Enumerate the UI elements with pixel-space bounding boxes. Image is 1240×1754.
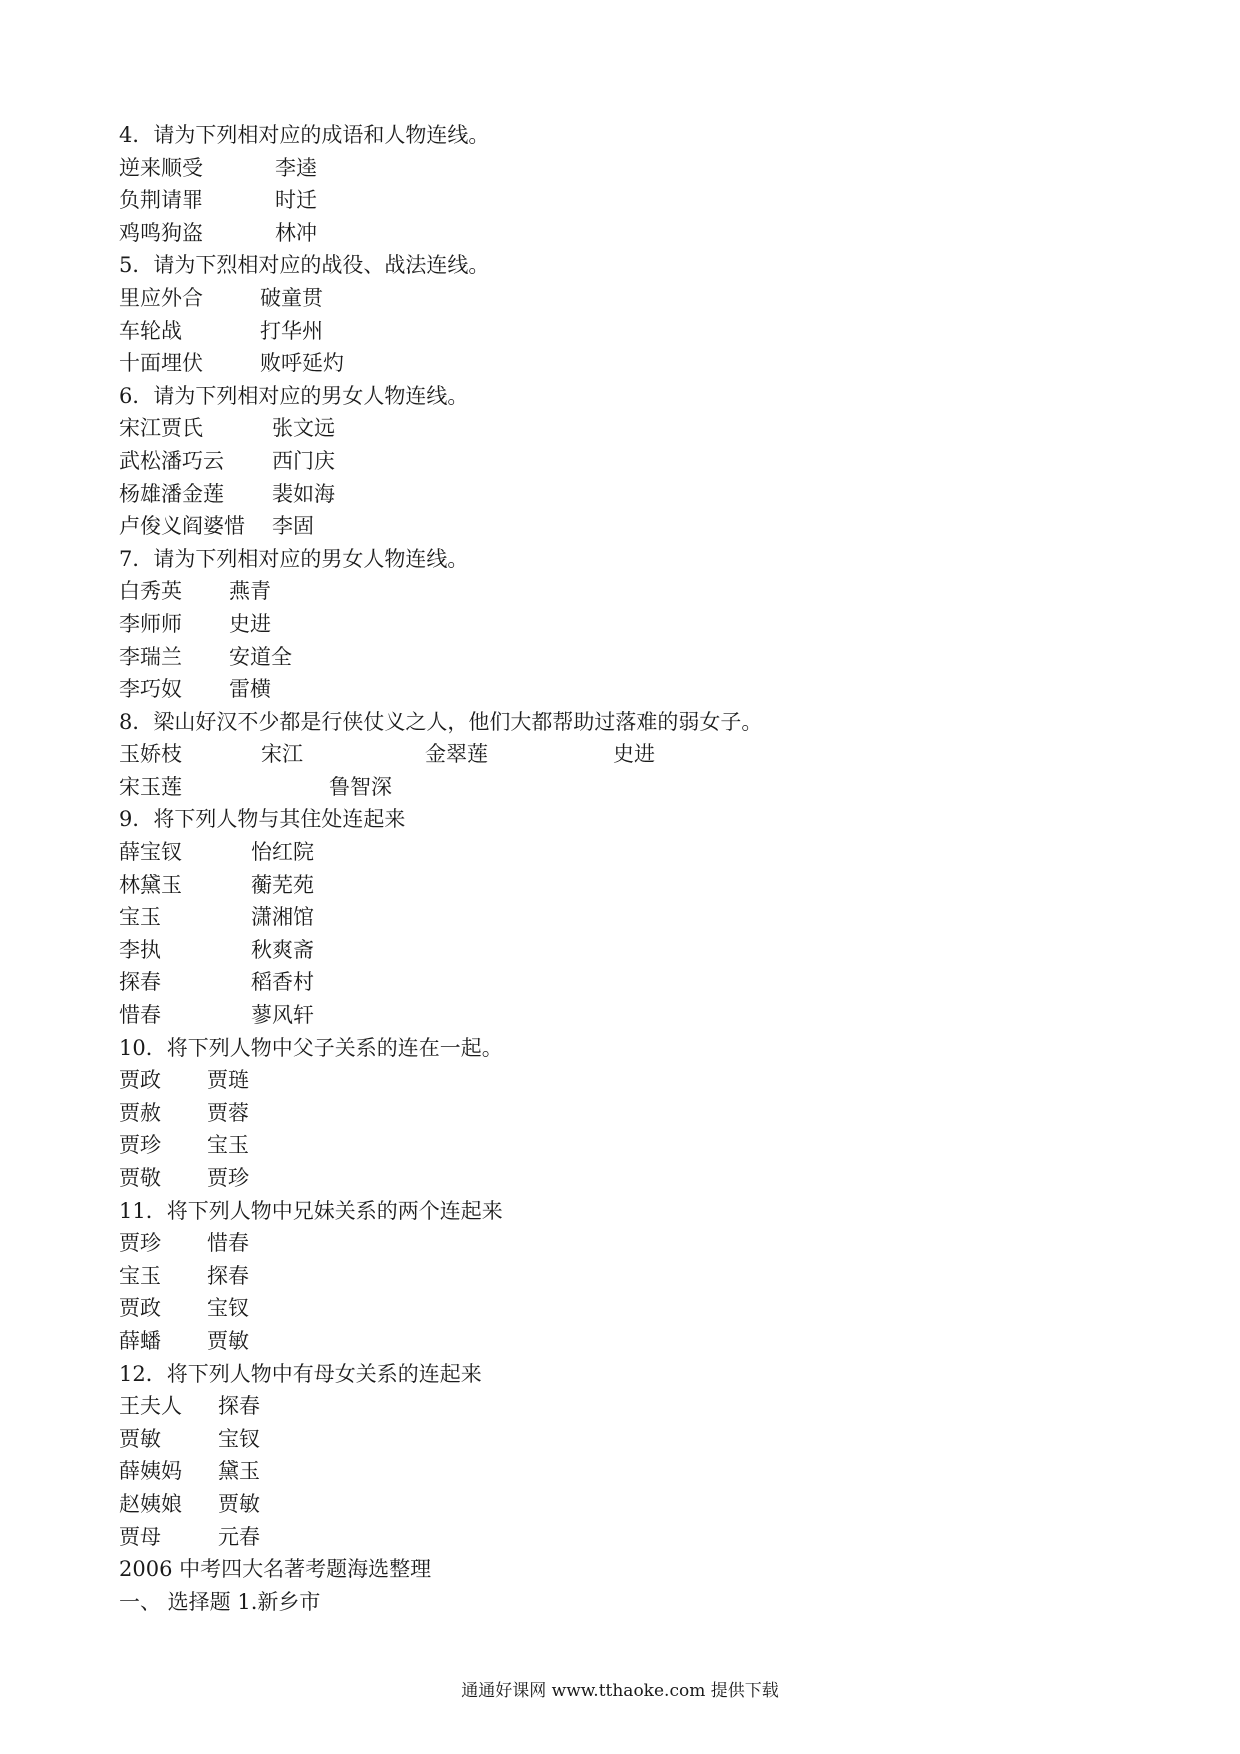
q11-left-item: 贾政 xyxy=(119,1296,161,1321)
q7-left-item: 李瑞兰 xyxy=(119,644,182,669)
q9-right-item: 潇湘馆 xyxy=(251,905,314,930)
q7-row xyxy=(119,575,1119,608)
section-title: 2006 中考四大名著考题海选整理 xyxy=(119,1557,432,1582)
q9-right-item: 稻香村 xyxy=(251,970,314,995)
q9-row xyxy=(119,836,1119,869)
q10-left-item: 贾政 xyxy=(119,1068,161,1093)
q12-row xyxy=(119,1521,1119,1554)
q4-right-item: 李逵 xyxy=(275,155,317,180)
q10-row xyxy=(119,1097,1119,1130)
q9-row xyxy=(119,901,1119,934)
q10-right-item: 贾琏 xyxy=(207,1068,249,1093)
q12-right-item: 黛玉 xyxy=(218,1459,260,1484)
q6-left-item: 卢俊义阎婆惜 xyxy=(119,514,245,539)
q10-left-item: 贾珍 xyxy=(119,1133,161,1158)
q5-heading: 5．请为下烈相对应的战役、战法连线。 xyxy=(119,253,490,278)
q5-left-item: 里应外合 xyxy=(119,285,203,310)
q4-right-item: 时迁 xyxy=(275,188,317,213)
q6-left-item: 杨雄潘金莲 xyxy=(119,481,224,506)
q6-row xyxy=(119,445,1119,478)
q7-row xyxy=(119,608,1119,641)
q11-left-item: 薛蟠 xyxy=(119,1328,161,1353)
q12-heading: 12．将下列人物中有母女关系的连起来 xyxy=(119,1361,482,1386)
q12-row xyxy=(119,1455,1119,1488)
q11-right-item: 探春 xyxy=(207,1263,249,1288)
q5-row xyxy=(119,347,1119,380)
q11-left-item: 贾珍 xyxy=(119,1231,161,1256)
q9-left-item: 林黛玉 xyxy=(119,872,182,897)
q6-left-item: 武松潘巧云 xyxy=(119,448,224,473)
q7-right-item: 燕青 xyxy=(229,579,271,604)
q7-right-item: 雷横 xyxy=(229,677,271,702)
q8-item: 史进 xyxy=(613,742,655,767)
q12-row xyxy=(119,1390,1119,1423)
q7-heading: 7．请为下列相对应的男女人物连线。 xyxy=(119,546,469,571)
q12-row xyxy=(119,1488,1119,1521)
q6-row xyxy=(119,478,1119,511)
q6-left-item: 宋江贾氏 xyxy=(119,416,203,441)
q9-heading: 9．将下列人物与其住处连起来 xyxy=(119,807,406,832)
q9-right-item: 秋爽斋 xyxy=(251,937,314,962)
q4-row xyxy=(119,152,1119,185)
q4-row xyxy=(119,217,1119,250)
q8-item: 宋玉莲 xyxy=(119,774,182,799)
q12-row xyxy=(119,1423,1119,1456)
q6-right-item: 西门庆 xyxy=(272,448,335,473)
q12-left-item: 王夫人 xyxy=(119,1394,182,1419)
q8-item: 宋江 xyxy=(261,742,303,767)
section-subtitle: 一、 选择题 1.新乡市 xyxy=(119,1589,321,1614)
q8-heading: 8．梁山好汉不少都是行侠仗义之人，他们大都帮助过落难的弱女子。 xyxy=(119,709,763,734)
q10-right-item: 宝玉 xyxy=(207,1133,249,1158)
q7-right-item: 安道全 xyxy=(229,644,292,669)
q4-row xyxy=(119,184,1119,217)
q4-left-item: 负荆请罪 xyxy=(119,188,203,213)
q6-row xyxy=(119,412,1119,445)
q11-right-item: 宝钗 xyxy=(207,1296,249,1321)
q12-left-item: 赵姨娘 xyxy=(119,1491,182,1516)
q9-left-item: 探春 xyxy=(119,970,161,995)
q12-right-item: 元春 xyxy=(218,1524,260,1549)
q5-left-item: 十面埋伏 xyxy=(119,351,203,376)
q6-row xyxy=(119,510,1119,543)
q9-row xyxy=(119,869,1119,902)
q10-row xyxy=(119,1129,1119,1162)
q11-row xyxy=(119,1325,1119,1358)
q11-heading: 11．将下列人物中兄妹关系的两个连起来 xyxy=(119,1198,503,1223)
q11-row xyxy=(119,1292,1119,1325)
q8-row xyxy=(119,771,1119,804)
q5-right-item: 败呼延灼 xyxy=(260,351,344,376)
q8-row xyxy=(119,738,1119,771)
q4-left-item: 鸡鸣狗盗 xyxy=(119,220,203,245)
q10-row xyxy=(119,1064,1119,1097)
q10-heading: 10．将下列人物中父子关系的连在一起。 xyxy=(119,1035,503,1060)
q8-item: 鲁智深 xyxy=(329,774,392,799)
q11-right-item: 贾敏 xyxy=(207,1328,249,1353)
q12-right-item: 探春 xyxy=(218,1394,260,1419)
q12-left-item: 贾母 xyxy=(119,1524,161,1549)
q6-right-item: 李固 xyxy=(272,514,314,539)
q9-left-item: 薛宝钗 xyxy=(119,840,182,865)
q7-left-item: 白秀英 xyxy=(119,579,182,604)
q12-right-item: 贾敏 xyxy=(218,1491,260,1516)
q9-right-item: 蘅芜苑 xyxy=(251,872,314,897)
q9-left-item: 惜春 xyxy=(119,1003,161,1028)
q12-right-item: 宝钗 xyxy=(218,1426,260,1451)
q6-right-item: 张文远 xyxy=(272,416,335,441)
q4-right-item: 林冲 xyxy=(275,220,317,245)
q7-row xyxy=(119,641,1119,674)
q7-left-item: 李师师 xyxy=(119,611,182,636)
q7-left-item: 李巧奴 xyxy=(119,677,182,702)
q12-left-item: 薛姨妈 xyxy=(119,1459,182,1484)
q12-left-item: 贾敏 xyxy=(119,1426,161,1451)
q9-row xyxy=(119,999,1119,1032)
q10-right-item: 贾珍 xyxy=(207,1166,249,1190)
document-body xyxy=(119,119,1119,1618)
q11-left-item: 宝玉 xyxy=(119,1263,161,1288)
q5-left-item: 车轮战 xyxy=(119,318,182,343)
q5-row xyxy=(119,282,1119,315)
q8-item: 金翠莲 xyxy=(425,742,488,767)
q5-right-item: 打华州 xyxy=(260,318,323,343)
q7-row xyxy=(119,673,1119,706)
q6-right-item: 裴如海 xyxy=(272,481,335,506)
q6-heading: 6．请为下列相对应的男女人物连线。 xyxy=(119,383,469,408)
q9-right-item: 怡红院 xyxy=(251,840,314,865)
q8-item: 玉娇枝 xyxy=(119,742,182,767)
q11-row xyxy=(119,1260,1119,1293)
q5-right-item: 破童贯 xyxy=(260,285,323,310)
q7-right-item: 史进 xyxy=(229,611,271,636)
q9-row xyxy=(119,934,1119,967)
q10-row xyxy=(119,1162,1119,1195)
q10-right-item: 贾蓉 xyxy=(207,1100,249,1125)
q11-row xyxy=(119,1227,1119,1260)
q9-row xyxy=(119,966,1119,999)
q10-left-item: 贾赦 xyxy=(119,1100,161,1125)
q5-row xyxy=(119,315,1119,348)
q4-heading: 4．请为下列相对应的成语和人物连线。 xyxy=(119,123,490,147)
q4-left-item: 逆来顺受 xyxy=(119,155,203,180)
page-footer: 通通好课网 www.tthaoke.com 提供下载 xyxy=(461,1681,779,1701)
q9-right-item: 蓼风轩 xyxy=(251,1003,314,1028)
q9-left-item: 宝玉 xyxy=(119,905,161,930)
q11-right-item: 惜春 xyxy=(207,1231,249,1256)
q10-left-item: 贾敬 xyxy=(119,1166,161,1190)
q9-left-item: 李执 xyxy=(119,937,161,962)
